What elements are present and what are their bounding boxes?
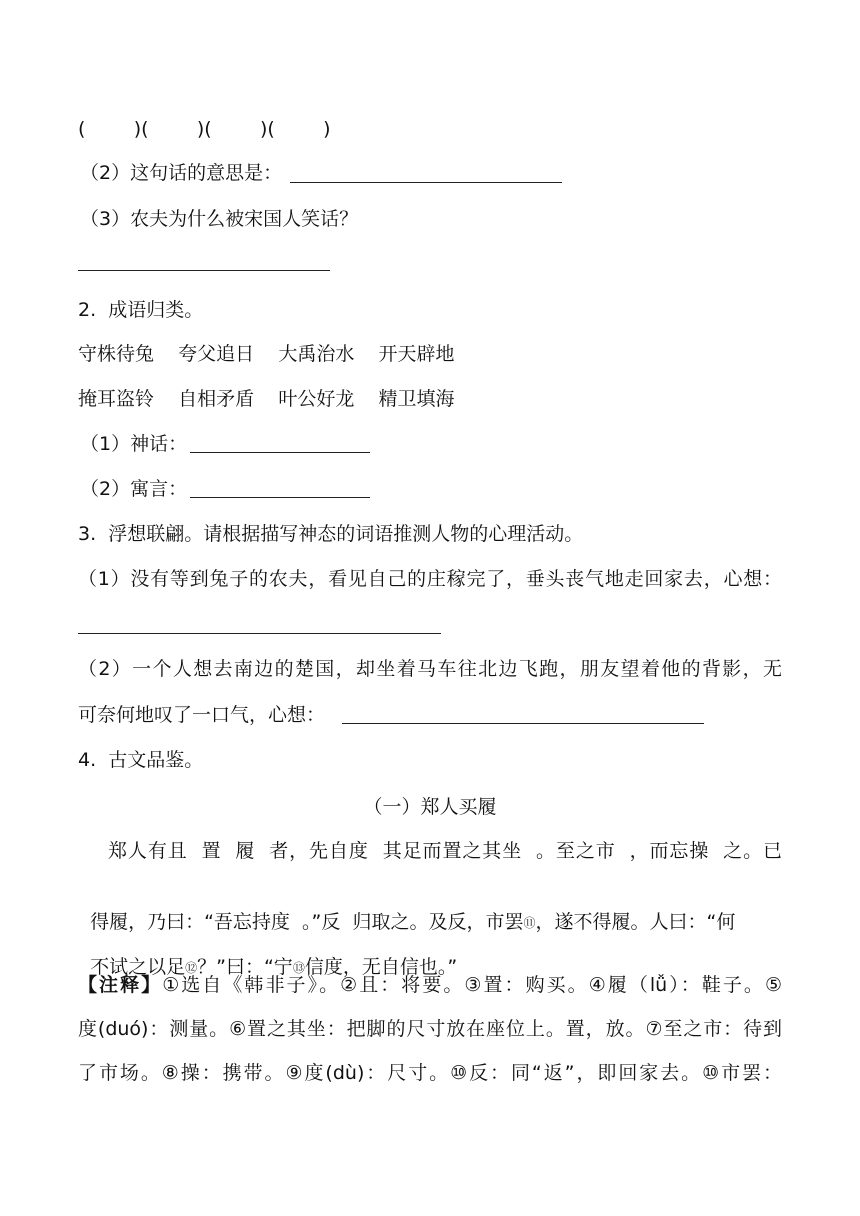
- q2-sub1-label: （1）神话：: [80, 433, 188, 455]
- notes-label: 【注释】: [78, 974, 163, 996]
- footnote-mark-12: ⑫: [185, 961, 198, 975]
- passage-line-3-part-c: 信度，无自信也。”: [304, 956, 458, 978]
- notes-line-3: 了市场。⑧操：携带。⑨度(dù)：尺寸。⑩反：同“返”，即回家去。⑩市罢：: [78, 1062, 782, 1084]
- q2-sub2-label: （2）寓言：: [80, 478, 188, 500]
- q1-sub3-label: （3）农夫为什么被宋国人笑话？: [80, 208, 359, 230]
- q3-sub2-line2: 可奈何地叹了一口气，心想：: [78, 704, 326, 726]
- q3-sub2-line1: （2）一个人想去南边的楚国，却坐着马车往北边飞跑，朋友望着他的背影，无: [78, 658, 782, 680]
- passage-line-3-part-a: 不试之以足: [90, 956, 186, 978]
- q1-sub3-answer-blank[interactable]: [78, 270, 330, 271]
- q2-sub2-answer-blank[interactable]: [190, 497, 370, 498]
- footnote-mark-11: ⑪: [523, 916, 536, 930]
- q3-sub1-text: （1）没有等到兔子的农夫，看见自己的庄稼完了，垂头丧气地走回家去，心想：: [78, 568, 782, 590]
- q1-sub2-answer-blank[interactable]: [290, 182, 562, 183]
- q1-sub2-label: （2）这句话的意思是：: [80, 162, 283, 184]
- passage-line-3-part-b: ？”曰：“宁: [197, 956, 293, 978]
- footnote-mark-13: ⑬: [292, 961, 305, 975]
- q2-title: 2. 成语归类。: [78, 299, 204, 321]
- q3-title: 3. 浮想联翩。请根据描写神态的词语推测人物的心理活动。: [78, 523, 584, 545]
- q4-title: 4. 古文品鉴。: [78, 749, 204, 771]
- q3-sub1-answer-blank[interactable]: [78, 633, 441, 634]
- q2-idioms-row1: 守株待兔 夸父追日 大禹治水 开天辟地: [78, 343, 455, 365]
- passage-line-2-part-a: 得履，乃曰：“吾忘持度 。”反 归取之。及反，市罢: [90, 911, 524, 933]
- q2-sub1-answer-blank[interactable]: [190, 452, 370, 453]
- passage-title: （一）郑人买履: [363, 796, 497, 818]
- q2-idioms-row2: 掩耳盗铃 自相矛盾 叶公好龙 精卫填海: [78, 388, 455, 410]
- notes-line-1: [78, 972, 782, 998]
- passage-line-2-part-b: ，遂不得履。人曰：“何: [535, 911, 736, 933]
- passage-line-1: 郑人有且 置 履 者，先自度 其足而置之其坐 。至之市 ，而忘操 之。已: [108, 840, 782, 862]
- notes-line-2: 度(duó)：测量。⑥置之其坐：把脚的尺寸放在座位上。置，放。⑦至之市：待到: [78, 1018, 782, 1040]
- notes-line-1-text: ①选自《韩非子》。②且：将要。③置：购买。④履（lǚ）：鞋子。⑤: [162, 974, 782, 996]
- q3-sub2-answer-blank[interactable]: [342, 723, 704, 724]
- answer-brackets: ( )( )( )( ): [78, 118, 331, 140]
